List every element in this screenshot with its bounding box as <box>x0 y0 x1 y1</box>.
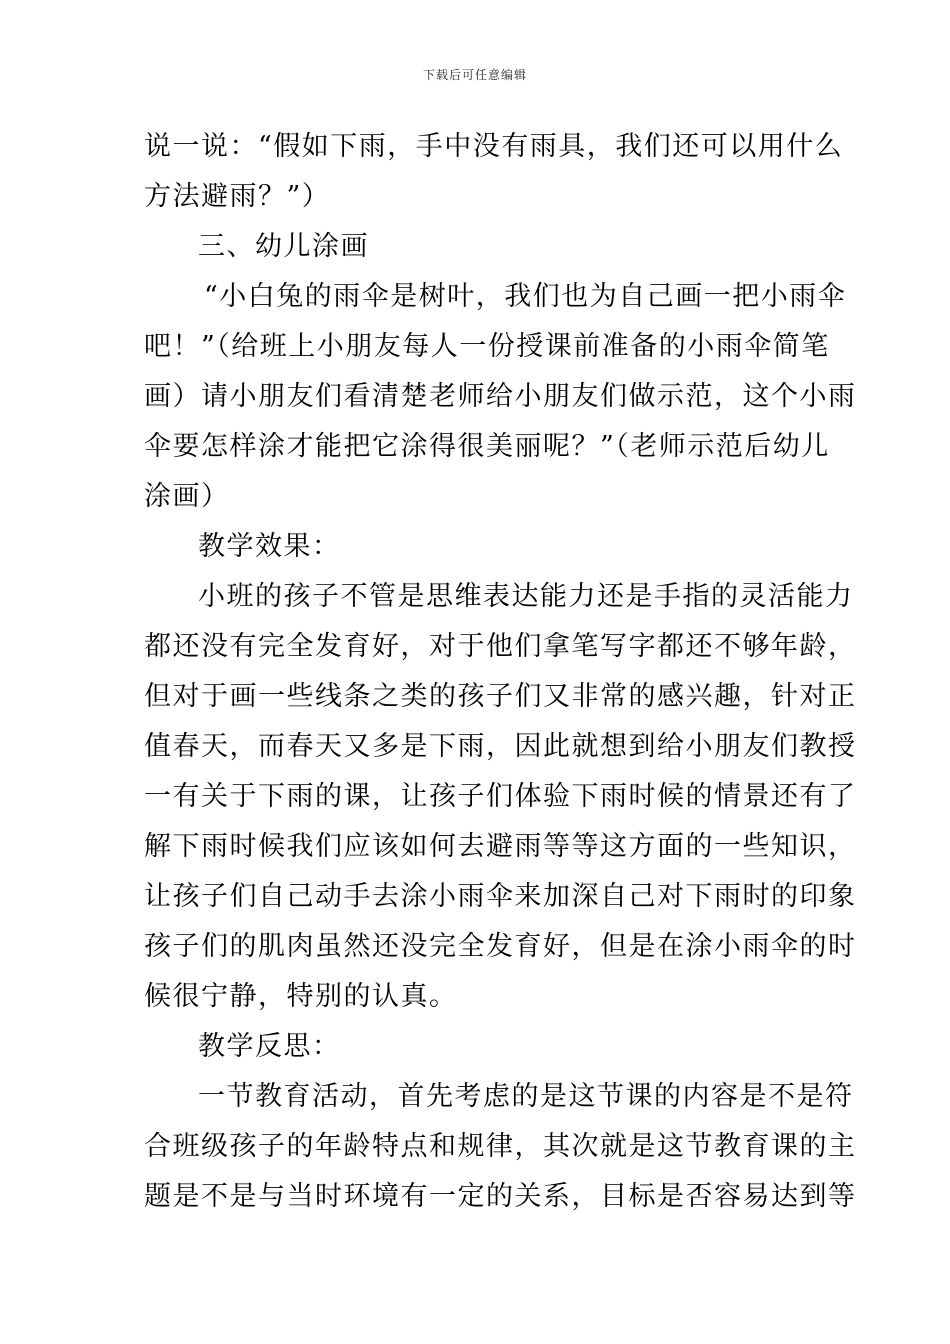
page-header-note: 下载后可任意编辑 <box>422 68 527 82</box>
text-line: 一节教育活动，首先考虑的是这节课的内容是不是符 <box>198 1081 854 1112</box>
text-line: 题是不是与当时环境有一定的关系，目标是否容易达到等 <box>144 1181 857 1212</box>
text-line: 吧！”（给班上小朋友每人一份授课前准备的小雨伞简笔 <box>144 331 830 362</box>
text-line: 方法避雨？”） <box>144 181 331 212</box>
text-line: 伞要怎样涂才能把它涂得很美丽呢？”（老师示范后幼儿 <box>144 431 830 462</box>
text-line: 小班的孩子不管是思维表达能力还是手指的灵活能力 <box>198 581 854 612</box>
section-heading: 教学反思： <box>198 1031 341 1062</box>
document-body <box>144 122 857 1222</box>
text-line: “小白兔的雨伞是树叶，我们也为自己画一把小雨伞 <box>204 281 847 312</box>
text-line: 解下雨时候我们应该如何去避雨等等这方面的一些知识， <box>144 831 857 862</box>
text-line: 孩子们的肌肉虽然还没完全发育好，但是在涂小雨伞的时 <box>144 931 857 962</box>
section-heading: 教学效果： <box>198 531 341 562</box>
text-line: 候很宁静，特别的认真。 <box>144 981 458 1012</box>
text-line: 一有关于下雨的课，让孩子们体验下雨时候的情景还有了 <box>144 781 857 812</box>
text-line: 涂画） <box>144 481 230 512</box>
text-line: 值春天，而春天又多是下雨，因此就想到给小朋友们教授 <box>144 731 857 762</box>
text-line: 画）请小朋友们看清楚老师给小朋友们做示范，这个小雨 <box>144 381 857 412</box>
text-line: 说一说：“假如下雨，手中没有雨具，我们还可以用什么 <box>144 131 844 162</box>
text-line: 都还没有完全发育好，对于他们拿笔写字都还不够年龄， <box>144 631 857 662</box>
text-line: 合班级孩子的年龄特点和规律，其次就是这节教育课的主 <box>144 1131 857 1162</box>
text-line: 但对于画一些线条之类的孩子们又非常的感兴趣，针对正 <box>144 681 857 712</box>
text-line: 让孩子们自己动手去涂小雨伞来加深自己对下雨时的印象 <box>144 881 857 912</box>
section-heading: 三、幼儿涂画 <box>198 231 369 262</box>
